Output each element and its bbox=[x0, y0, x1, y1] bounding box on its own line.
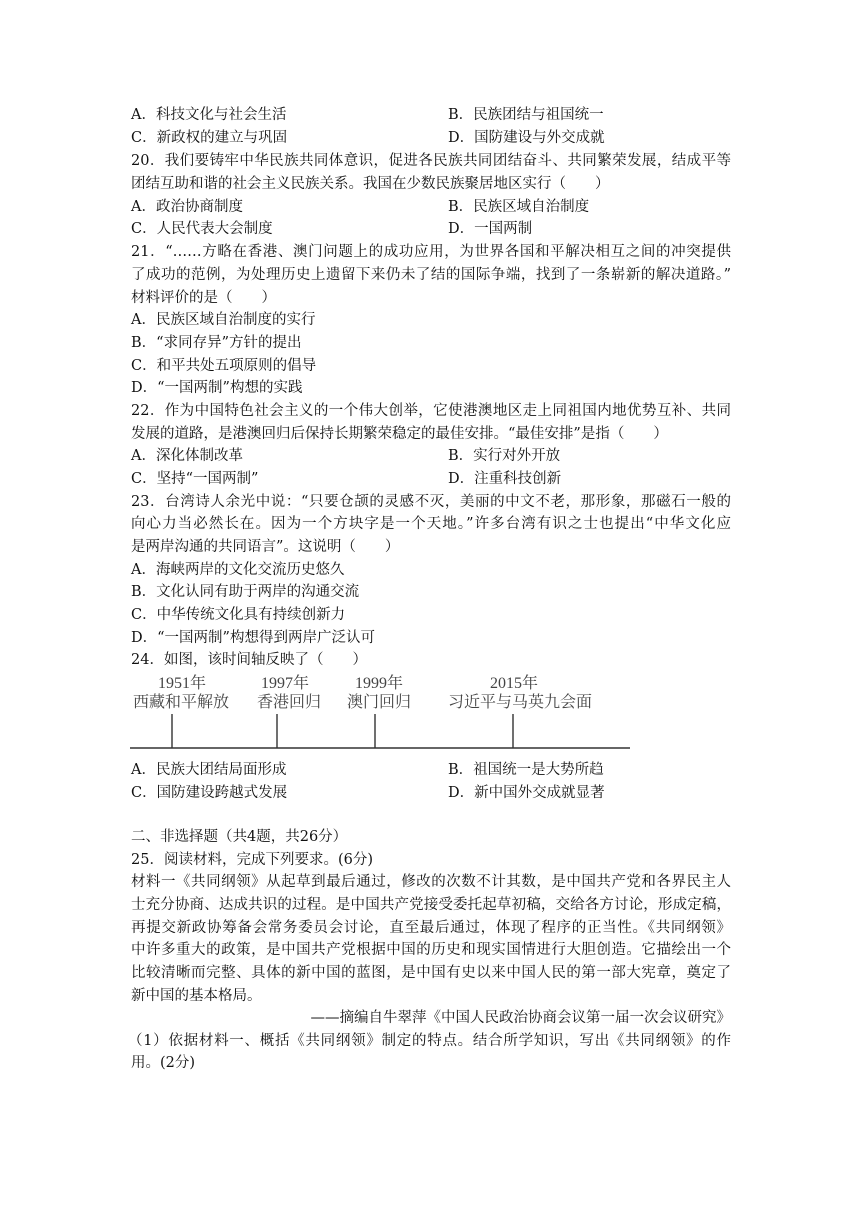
q20-option-c[interactable]: C．人民代表大会制度 bbox=[131, 221, 273, 237]
q20-option-b[interactable]: B．民族区域自治制度 bbox=[448, 199, 590, 215]
timeline-svg bbox=[128, 672, 632, 754]
timeline-event-1951: 西藏和平解放 bbox=[132, 694, 230, 711]
q22-option-b[interactable]: B．实行对外开放 bbox=[448, 448, 561, 464]
timeline-year-2015: 2015年 bbox=[489, 675, 539, 692]
timeline-year-1999: 1999年 bbox=[354, 675, 404, 692]
timeline-year-1951: 1951年 bbox=[157, 675, 207, 692]
q21-option-c[interactable]: C．和平共处五项原则的倡导 bbox=[131, 358, 317, 374]
material-line-1: 材料一《共同纲领》从起草到最后通过，修改的次数不计其数，是中国共产党和各界民主人 bbox=[131, 874, 731, 890]
q24-option-c[interactable]: C．国防建设跨越式发展 bbox=[131, 785, 288, 801]
section-2-heading: 二、非选择题（共4题，共26分） bbox=[131, 829, 348, 845]
timeline-event-1997: 香港回归 bbox=[256, 694, 322, 711]
q22-option-d[interactable]: D．注重科技创新 bbox=[448, 471, 562, 487]
q20-option-d[interactable]: D．一国两制 bbox=[448, 221, 533, 237]
q24-option-b[interactable]: B．祖国统一是大势所趋 bbox=[448, 762, 604, 778]
q23-stem-line-1: 23．台湾诗人余光中说：“只要仓颉的灵感不灭，美丽的中文不老，那形象，那磁石一般的 bbox=[131, 494, 731, 510]
q19-options-row-1 bbox=[131, 105, 731, 125]
material-line-3: 再提交新政协筹备会常务委员会讨论，直至最后通过，体现了程序的正当性。《共同纲领》 bbox=[131, 920, 731, 936]
q23-stem-line-2: 向心力当必然长在。因为一个方块字是一个天地。”许多台湾有识之士也提出“中华文化应 bbox=[131, 516, 731, 532]
q25-sub1-line-1: （1）依据材料一、概括《共同纲领》制定的特点。结合所学知识，写出《共同纲领》的作 bbox=[128, 1033, 731, 1049]
q19-option-c[interactable]: C．新政权的建立与巩固 bbox=[131, 130, 288, 146]
q20-options-row-2 bbox=[131, 219, 731, 239]
q19-option-b[interactable]: B．民族团结与祖国统一 bbox=[448, 107, 604, 123]
q23-option-a[interactable]: A．海峡两岸的文化交流历史悠久 bbox=[131, 562, 345, 578]
timeline-event-1999: 澳门回归 bbox=[346, 694, 412, 711]
q21-stem-line-3: 材料评价的是（ ） bbox=[131, 290, 276, 306]
q24-stem: 24．如图，该时间轴反映了（ ） bbox=[131, 652, 367, 668]
q22-options-row-1 bbox=[131, 446, 731, 466]
q20-stem-line-1: 20．我们要铸牢中华民族共同体意识，促进各民族共同团结奋斗、共同繁荣发展，结成平等 bbox=[131, 153, 731, 169]
q22-stem-line-2: 发展的道路，是港澳回归后保持长期繁荣稳定的最佳安排。“最佳安排”是指（ ） bbox=[131, 426, 668, 442]
material-line-6: 新中国的基本格局。 bbox=[131, 988, 262, 1004]
q20-option-a[interactable]: A．政治协商制度 bbox=[131, 199, 243, 215]
q23-option-b[interactable]: B．文化认同有助于两岸的沟通交流 bbox=[131, 584, 360, 600]
q24-options-row-1 bbox=[131, 760, 731, 780]
material-line-5: 比较清晰而完整、具体的新中国的蓝图，是中国有史以来中国人民的第一部大宪章，奠定了 bbox=[131, 965, 731, 981]
q24-options-row-2 bbox=[131, 783, 731, 803]
q23-option-c[interactable]: C．中华传统文化具有持续创新力 bbox=[131, 607, 346, 623]
timeline-figure bbox=[128, 672, 632, 754]
material-source: ——摘编自牛翠萍《中国人民政治协商会议第一届一次会议研究》 bbox=[310, 1010, 731, 1026]
q24-option-a[interactable]: A．民族大团结局面形成 bbox=[131, 762, 287, 778]
q25-stem: 25．阅读材料，完成下列要求。(6分) bbox=[131, 852, 373, 868]
q22-option-a[interactable]: A．深化体制改革 bbox=[131, 448, 243, 464]
q20-options-row-1 bbox=[131, 197, 731, 217]
q22-stem-line-1: 22．作为中国特色社会主义的一个伟大创举，它使港澳地区走上同祖国内地优势互补、共同 bbox=[131, 403, 731, 419]
q22-options-row-2 bbox=[131, 469, 731, 489]
q19-option-d[interactable]: D．国防建设与外交成就 bbox=[448, 130, 605, 146]
q23-option-d[interactable]: D．“一国两制”构想得到两岸广泛认可 bbox=[131, 630, 375, 646]
q21-stem-line-1: 21．“……方略在香港、澳门问题上的成功应用，为世界各国和平解决相互之间的冲突提供 bbox=[131, 244, 731, 260]
q21-option-d[interactable]: D．“一国两制”构想的实践 bbox=[131, 380, 303, 396]
q22-option-c[interactable]: C．坚持“一国两制” bbox=[131, 471, 259, 487]
material-line-2: 士充分协商、达成共识的过程。是中国共产党接受委托起草初稿，交给各方讨论，形成定稿， bbox=[131, 897, 731, 913]
q20-stem-line-2: 团结互助和谐的社会主义民族关系。我国在少数民族聚居地区实行（ ） bbox=[131, 176, 610, 192]
timeline-event-2015: 习近平与马英九会面 bbox=[447, 694, 593, 711]
timeline-year-1997: 1997年 bbox=[260, 675, 310, 692]
q21-stem-line-2: 了成功的范例，为处理历史上遗留下来仍未了结的国际争端，找到了一条崭新的解决道路。” bbox=[131, 267, 731, 283]
q23-stem-line-3: 是两岸沟通的共同语言”。这说明（ ） bbox=[131, 539, 400, 555]
q24-option-d[interactable]: D．新中国外交成就显著 bbox=[448, 785, 605, 801]
q25-sub1-line-2: 用。(2分) bbox=[131, 1055, 196, 1071]
q19-options-row-2 bbox=[131, 128, 731, 148]
material-line-4: 中许多重大的政策，是中国共产党根据中国的历史和现实国情进行大胆创造。它描绘出一个 bbox=[131, 942, 731, 958]
q21-option-a[interactable]: A．民族区域自治制度的实行 bbox=[131, 312, 316, 328]
q19-option-a[interactable]: A．科技文化与社会生活 bbox=[131, 107, 287, 123]
q21-option-b[interactable]: B．“求同存异”方针的提出 bbox=[131, 335, 302, 351]
